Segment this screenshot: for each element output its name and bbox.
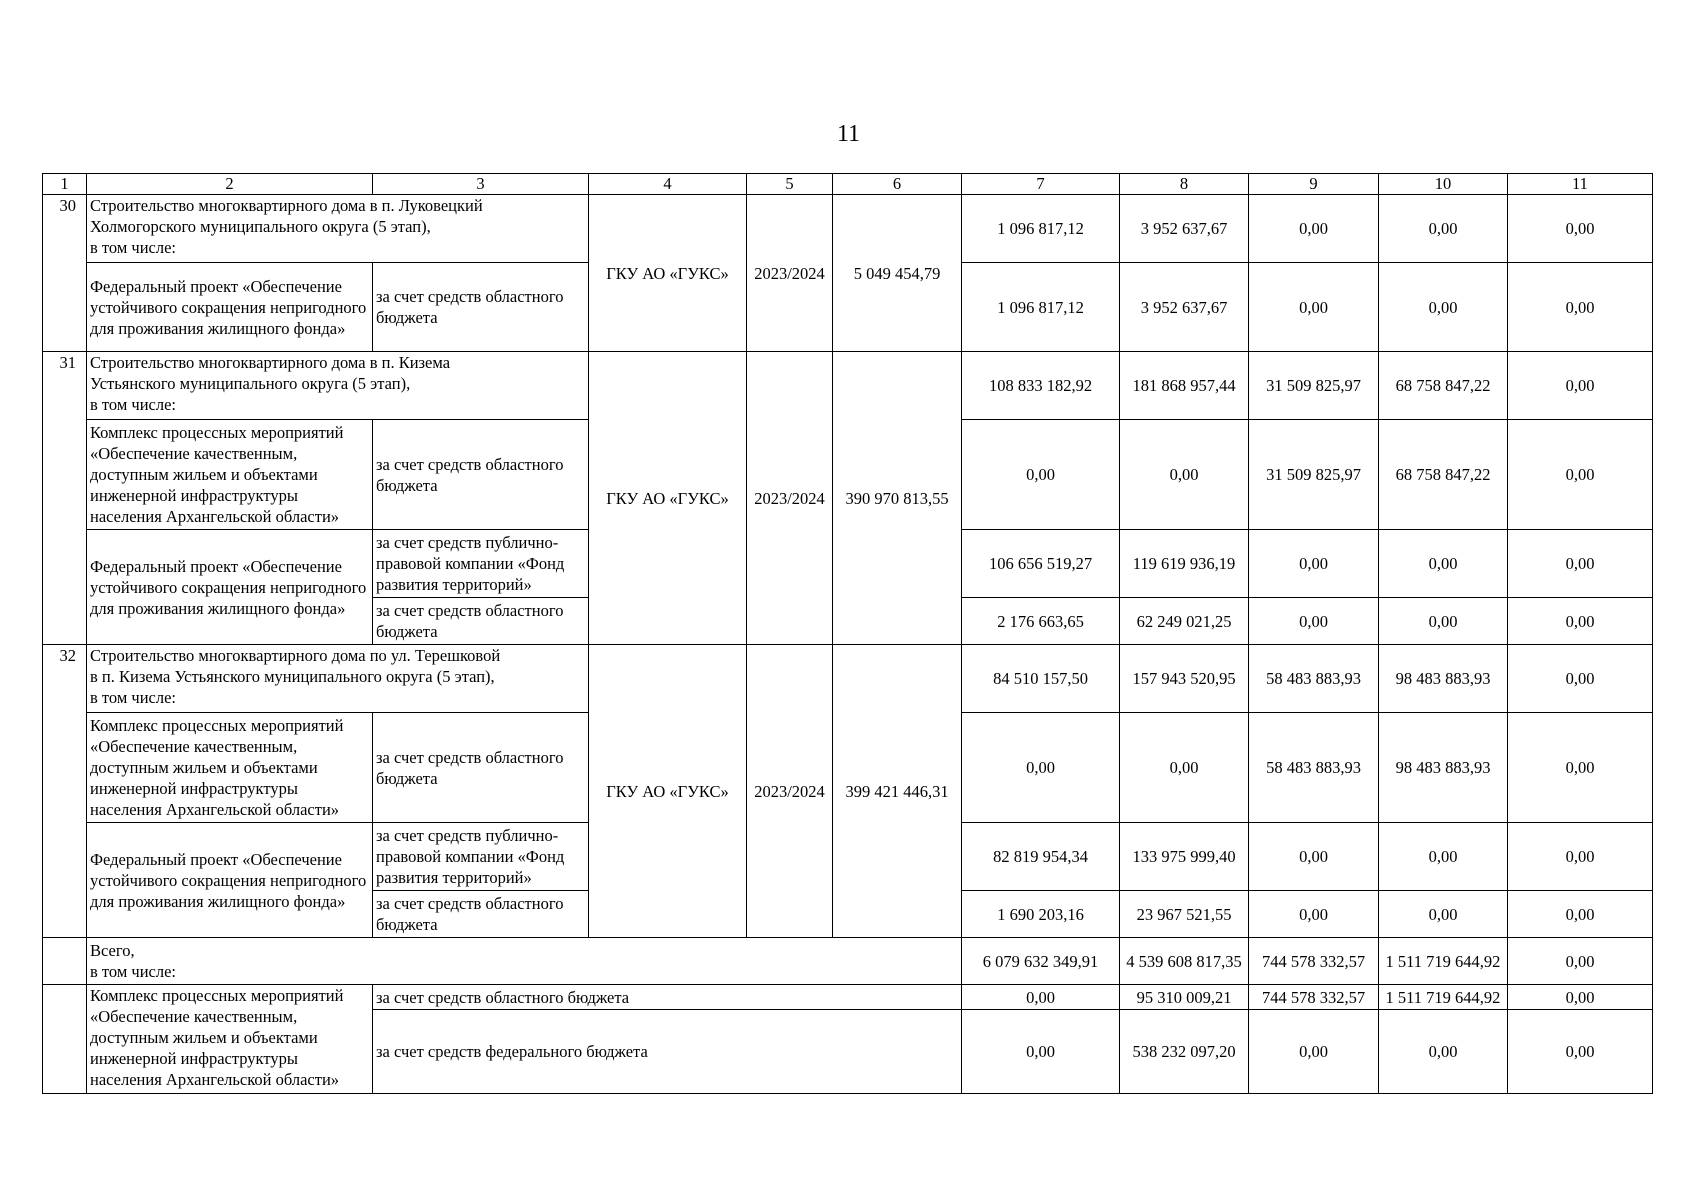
col-header-4: 4 [589,174,747,195]
col-header-11: 11 [1508,174,1653,195]
value-cell: 0,00 [1249,891,1379,938]
value-cell: 0,00 [1508,645,1653,713]
value-cell: 82 819 954,34 [962,823,1120,891]
total-cost: 390 970 813,55 [833,352,962,645]
value-cell: 0,00 [962,420,1120,530]
col-header-10: 10 [1379,174,1508,195]
value-cell: 1 096 817,12 [962,263,1120,352]
executor: ГКУ АО «ГУКС» [589,645,747,938]
value-cell: 0,00 [1249,263,1379,352]
table-row [43,645,1653,713]
project-title: Строительство многоквартирного дома по ул. Терешковой в п. Кизема Устьянского муниципального округа (5 этап), в том числе: [87,645,589,713]
funding-source: за счет средств областного бюджета [373,598,589,645]
value-cell: 133 975 999,40 [1120,823,1249,891]
value-cell: 0,00 [1249,823,1379,891]
program-name: Федеральный проект «Обеспечение устойчивого сокращения непригодного для проживания жилищного фонда» [87,530,373,645]
value-cell: 0,00 [1249,598,1379,645]
project-title: Строительство многоквартирного дома в п. Кизема Устьянского муниципального округа (5 этап), в том числе: [87,352,589,420]
value-cell: 0,00 [1379,530,1508,598]
value-cell: 68 758 847,22 [1379,420,1508,530]
value-cell: 0,00 [1508,1010,1653,1094]
program-name: Комплекс процессных мероприятий «Обеспечение качественным, доступным жильем и объектами инженерной инфраструктуры населения Архангельской области» [87,985,373,1094]
value-cell: 3 952 637,67 [1120,263,1249,352]
row-number-empty [43,938,87,985]
value-cell: 62 249 021,25 [1120,598,1249,645]
value-cell: 58 483 883,93 [1249,713,1379,823]
funding-source: за счет средств областного бюджета [373,420,589,530]
program-name: Комплекс процессных мероприятий «Обеспечение качественным, доступным жильем и объектами инженерной инфраструктуры населения Архангельской области» [87,713,373,823]
project-title: Строительство многоквартирного дома в п. Луковецкий Холмогорского муниципального округа (5 этап), в том числе: [87,195,589,263]
period: 2023/2024 [747,352,833,645]
value-cell: 4 539 608 817,35 [1120,938,1249,985]
value-cell: 0,00 [1379,891,1508,938]
col-header-5: 5 [747,174,833,195]
period: 2023/2024 [747,645,833,938]
value-cell: 23 967 521,55 [1120,891,1249,938]
value-cell: 0,00 [1508,530,1653,598]
col-header-2: 2 [87,174,373,195]
column-number-row [43,174,1653,195]
funding-source: за счет средств федерального бюджета [373,1010,962,1094]
value-cell: 0,00 [1508,891,1653,938]
executor: ГКУ АО «ГУКС» [589,195,747,352]
value-cell: 0,00 [1249,195,1379,263]
funding-source: за счет средств публично-правовой компании «Фонд развития территорий» [373,530,589,598]
value-cell: 68 758 847,22 [1379,352,1508,420]
value-cell: 0,00 [1379,1010,1508,1094]
value-cell: 98 483 883,93 [1379,713,1508,823]
value-cell: 1 511 719 644,92 [1379,938,1508,985]
program-name: Комплекс процессных мероприятий «Обеспечение качественным, доступным жильем и объектами инженерной инфраструктуры населения Архангельской области» [87,420,373,530]
row-number: 31 [43,352,87,645]
value-cell: 1 511 719 644,92 [1379,985,1508,1010]
value-cell: 0,00 [1508,713,1653,823]
table-row [43,352,1653,420]
value-cell: 31 509 825,97 [1249,420,1379,530]
row-number: 32 [43,645,87,938]
funding-source: за счет средств областного бюджета [373,263,589,352]
funding-source: за счет средств публично-правовой компании «Фонд развития территорий» [373,823,589,891]
value-cell: 0,00 [1508,823,1653,891]
value-cell: 0,00 [1379,195,1508,263]
value-cell: 0,00 [962,985,1120,1010]
value-cell: 0,00 [1508,598,1653,645]
value-cell: 0,00 [1120,420,1249,530]
value-cell: 0,00 [1249,530,1379,598]
value-cell: 58 483 883,93 [1249,645,1379,713]
col-header-9: 9 [1249,174,1379,195]
funding-source: за счет средств областного бюджета [373,891,589,938]
period: 2023/2024 [747,195,833,352]
row-number: 30 [43,195,87,352]
value-cell: 0,00 [962,713,1120,823]
value-cell: 0,00 [1508,263,1653,352]
value-cell: 1 690 203,16 [962,891,1120,938]
value-cell: 106 656 519,27 [962,530,1120,598]
value-cell: 0,00 [1508,985,1653,1010]
value-cell: 0,00 [1379,263,1508,352]
value-cell: 0,00 [1249,1010,1379,1094]
value-cell: 108 833 182,92 [962,352,1120,420]
table-row [43,195,1653,263]
budget-table [42,173,1653,1094]
value-cell: 0,00 [1508,938,1653,985]
value-cell: 744 578 332,57 [1249,938,1379,985]
value-cell: 157 943 520,95 [1120,645,1249,713]
col-header-3: 3 [373,174,589,195]
value-cell: 31 509 825,97 [1249,352,1379,420]
value-cell: 538 232 097,20 [1120,1010,1249,1094]
value-cell: 6 079 632 349,91 [962,938,1120,985]
program-name: Федеральный проект «Обеспечение устойчивого сокращения непригодного для проживания жилищного фонда» [87,263,373,352]
value-cell: 2 176 663,65 [962,598,1120,645]
col-header-1: 1 [43,174,87,195]
value-cell: 119 619 936,19 [1120,530,1249,598]
table-row [43,985,1653,1010]
funding-source: за счет средств областного бюджета [373,985,962,1010]
row-number-empty [43,985,87,1094]
col-header-8: 8 [1120,174,1249,195]
value-cell: 1 096 817,12 [962,195,1120,263]
value-cell: 0,00 [1120,713,1249,823]
value-cell: 3 952 637,67 [1120,195,1249,263]
col-header-6: 6 [833,174,962,195]
page-number: 11 [836,121,861,147]
total-cost: 5 049 454,79 [833,195,962,352]
executor: ГКУ АО «ГУКС» [589,352,747,645]
value-cell: 0,00 [1508,195,1653,263]
col-header-7: 7 [962,174,1120,195]
value-cell: 181 868 957,44 [1120,352,1249,420]
value-cell: 0,00 [962,1010,1120,1094]
total-label: Всего, в том числе: [87,938,962,985]
total-cost: 399 421 446,31 [833,645,962,938]
value-cell: 95 310 009,21 [1120,985,1249,1010]
value-cell: 0,00 [1379,823,1508,891]
program-name: Федеральный проект «Обеспечение устойчивого сокращения непригодного для проживания жилищного фонда» [87,823,373,938]
grand-total-row [43,938,1653,985]
value-cell: 0,00 [1508,352,1653,420]
funding-source: за счет средств областного бюджета [373,713,589,823]
value-cell: 0,00 [1379,598,1508,645]
value-cell: 84 510 157,50 [962,645,1120,713]
value-cell: 0,00 [1508,420,1653,530]
value-cell: 98 483 883,93 [1379,645,1508,713]
value-cell: 744 578 332,57 [1249,985,1379,1010]
